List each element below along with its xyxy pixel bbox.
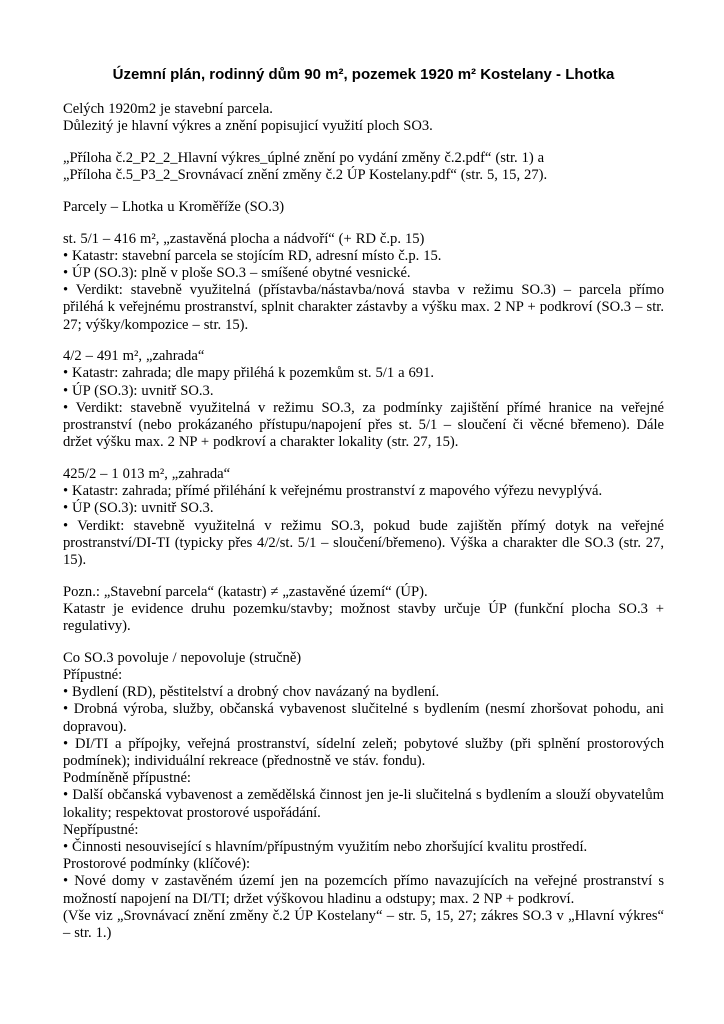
paragraph-parcel-4-2 xyxy=(63,348,664,451)
bullet-line: • Katastr: zahrada; dle mapy přiléhá k pozemkům st. 5/1 a 691. xyxy=(63,365,435,382)
paragraph-so3-rules xyxy=(63,650,664,942)
text-line: Co SO.3 povoluje / nepovoluje (stručně) xyxy=(63,649,302,666)
bullet-line: • Katastr: stavební parcela se stojícím RD, adresní místo č.p. 15. xyxy=(63,247,442,264)
bullet-line: • Další občanská vybavenost a zemědělská činnost jen je-li slučitelná s bydlením a slouží obyvatelům lokality; respektovat prostorové uspořádání. xyxy=(63,787,664,821)
text-line: 4/2 – 491 m², „zahrada“ xyxy=(63,348,205,365)
bullet-line: • ÚP (SO.3): plně v ploše SO.3 – smíšené obytné vesnické. xyxy=(63,264,411,281)
paragraph-parcels-heading xyxy=(63,199,664,216)
bullet-line: • Verdikt: stavebně využitelná v režimu SO.3, pokud bude zajištěn přímý dotyk na veřejné prostranství/DI-TI (typicky přes 4/2/st. 5/1 – sloučení/břemeno). Výška a charakter dle SO.3 (str. 27, 15). xyxy=(63,517,664,568)
bullet-line: • ÚP (SO.3): uvnitř SO.3. xyxy=(63,500,214,517)
bullet-line: • DI/TI a přípojky, veřejná prostranství, sídelní zeleň; pobytové služby (při splnění prostorových podmínek); individuální rekreace (přednostně ve stáv. fondu). xyxy=(63,735,664,769)
paragraph-attachments xyxy=(63,150,664,184)
paragraph-intro xyxy=(63,101,664,135)
text-line: st. 5/1 – 416 m², „zastavěná plocha a nádvoří“ (+ RD č.p. 15) xyxy=(63,230,425,247)
document-title: Územní plán, rodinný dům 90 m², pozemek 1920 m² Kostelany - Lhotka xyxy=(112,66,615,83)
text-line: Pozn.: „Stavební parcela“ (katastr) ≠ „zastavěné území“ (ÚP). xyxy=(63,583,428,600)
text-line: Celých 1920m2 je stavební parcela. xyxy=(63,101,273,117)
bullet-line: • Drobná výroba, služby, občanská vybavenost slučitelné s bydlením (nesmí zhoršovat pohodu, ani dopravou). xyxy=(63,701,664,735)
text-line: „Příloha č.2_P2_2_Hlavní výkres_úplné znění po vydání změny č.2.pdf“ (str. 1) a xyxy=(63,149,545,166)
bullet-line: • Nové domy v zastavěném území jen na pozemcích přímo navazujících na veřejné prostranství s možností napojení na DI/TI; držet výškovou hladinu a odstupy; max. 2 NP + podkroví. xyxy=(63,873,664,907)
text-line: Katastr je evidence druhu pozemku/stavby; možnost stavby určuje ÚP (funkční plocha SO.3 + regulativy). xyxy=(63,600,664,635)
bullet-line: • Činnosti nesouvisející s hlavním/přípustným využitím nebo zhoršující kvalitu prostředí. xyxy=(63,839,588,856)
text-line: Nepřípustné: xyxy=(63,821,139,838)
text-line: 425/2 – 1 013 m², „zahrada“ xyxy=(63,465,231,482)
text-line: (Vše viz „Srovnávací znění změny č.2 ÚP Kostelany“ – str. 5, 15, 27; zákres SO.3 v „Hlavní výkres“ – str. 1.) xyxy=(63,907,664,942)
text-line: Prostorové podmínky (klíčové): xyxy=(63,856,251,873)
bullet-line: • Bydlení (RD), pěstitelství a drobný chov navázaný na bydlení. xyxy=(63,684,440,701)
paragraph-note-kataster xyxy=(63,584,664,636)
paragraph-parcel-425-2 xyxy=(63,466,664,569)
text-line: Podmíněně přípustné: xyxy=(63,770,191,787)
text-line: Důlezitý je hlavní výkres a znění popisujicí využití ploch SO3. xyxy=(63,118,433,135)
bullet-line: • Verdikt: stavebně využitelná (přístavba/nástavba/nová stavba v režimu SO.3) – parcela přímo přiléhá k veřejnému prostranství, splnit charakter zástavby a výšku max. 2 NP + podkroví (SO.3 – str. 27; výšky/kompozice – str. 15). xyxy=(63,282,664,333)
text-line: Přípustné: xyxy=(63,666,123,683)
bullet-line: • Katastr: zahrada; přímé přiléhání k veřejnému prostranství z mapového výřezu nevyplývá. xyxy=(63,483,603,500)
bullet-line: • ÚP (SO.3): uvnitř SO.3. xyxy=(63,382,214,399)
bullet-line: • Verdikt: stavebně využitelná v režimu SO.3, za podmínky zajištění přímé hranice na veřejné prostranství (nebo prokázaného přístupu/napojení přes st. 5/1 – sloučení či věcné břemeno). Dále držet výšku max. 2 NP + podkroví a charakter lokality (str. 27, 15). xyxy=(63,399,664,451)
paragraph-parcel-st-5-1 xyxy=(63,231,664,334)
document-body xyxy=(63,101,664,942)
text-line: „Příloha č.5_P3_2_Srovnávací znění změny č.2 ÚP Kostelany.pdf“ (str. 5, 15, 27). xyxy=(63,167,548,184)
text-line: Parcely – Lhotka u Kroměříže (SO.3) xyxy=(63,198,285,215)
